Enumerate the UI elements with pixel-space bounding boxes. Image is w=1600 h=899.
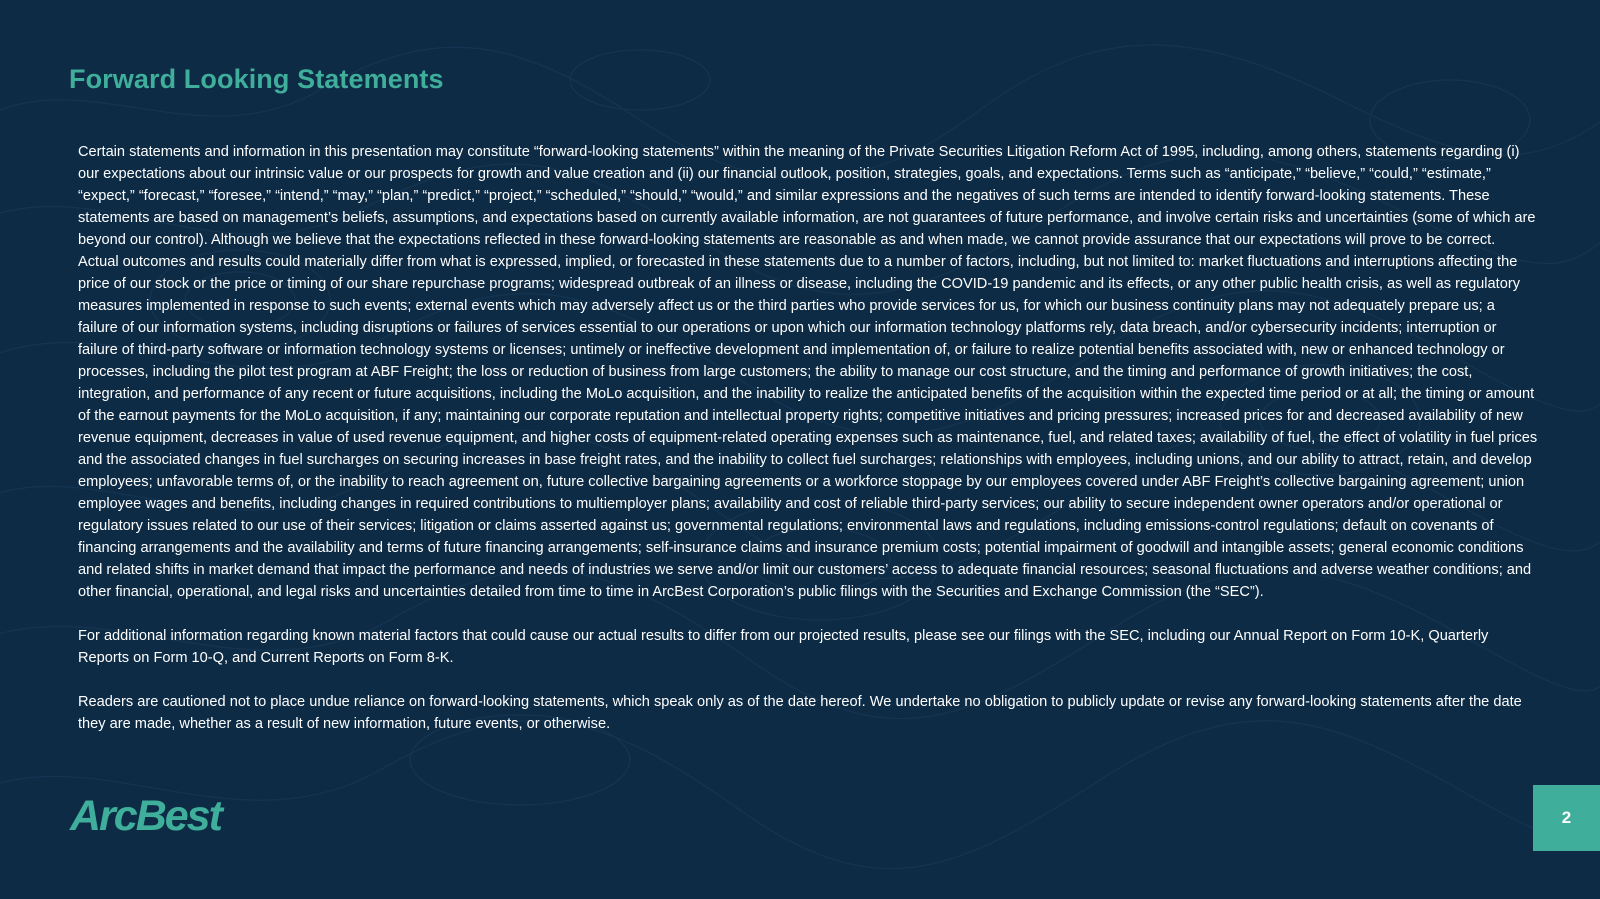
logo-wordmark: ArcBest (70, 792, 221, 840)
page-title: Forward Looking Statements (69, 64, 444, 94)
arcbest-logo (64, 790, 264, 840)
paragraph-caution: Readers are cautioned not to place undue reliance on forward-looking statements, which speak only as of the date hereof. We undertake no obligation to publicly update or revise any forward-looking statements after the date they are made, whether as a result of new information, future events, or otherwise. (78, 694, 1522, 732)
page-number: 2 (1561, 808, 1572, 827)
paragraph-additional-information: For additional information regarding known material factors that could cause our actual results to differ from our projected results, please see our filings with the SEC, including our Annual Report on Form 10-K, Quarterly Reports on Form 10-Q, and Current Reports on Form 8-K. (78, 628, 1489, 666)
page-number-box (1533, 785, 1600, 851)
disclaimer-body (78, 141, 1538, 757)
paragraph-forward-looking: Certain statements and information in this presentation may constitute “forward-looking statements” within the meaning of the Private Securities Litigation Reform Act of 1995, including, among others, statements regarding (i) our expectations about our intrinsic value or our prospects for growth and value creation and (ii) our financial outlook, position, strategies, goals, and expectations. Terms such as “anticipate,” “believe,” “could,” “estimate,” “expect,” “forecast,” “foresee,” “intend,” “may,” “plan,” “predict,” “project,” “scheduled,” “should,” “would,” and similar expressions and the negatives of such terms are intended to identify forward-looking statements. These statements are based on management’s beliefs, assumptions, and expectations based on currently available information, are not guarantees of future performance, and involve certain risks and uncertainties (some of which are beyond our control). Although we believe that the expectations reflected in these forward-looking statements are reasonable as and when made, we cannot provide assurance that our expectations will prove to be correct. Actual outcomes and results could materially differ from what is expressed, implied, or forecasted in these statements due to a number of factors, including, but not limited to: market fluctuations and interruptions affecting the price of our stock or the price or timing of our share repurchase programs; widespread outbreak of an illness or disease, including the COVID-19 pandemic and its effects, or any other public health crisis, as well as regulatory measures implemented in response to such events; external events which may adversely affect us or the third parties who provide services for us, for which our business continuity plans may not adequately prepare us; a failure of our information systems, including disruptions or failures of services essential to our operations or upon which our information technology platforms rely, data breach, and/or cybersecurity incidents; interruption or failure of third-party software or information technology systems or licenses; untimely or ineffective development and implementation of, or failure to realize potential benefits associated with, new or enhanced technology or processes, including the pilot test program at ABF Freight; the loss or reduction of business from large customers; the ability to manage our cost structure, and the timing and performance of growth initiatives; the cost, integration, and performance of any recent or future acquisitions, including the MoLo acquisition, and the inability to realize the anticipated benefits of the acquisition within the expected time period or at all; the timing or amount of the earnout payments for the MoLo acquisition, if any; maintaining our corporate reputation and intellectual property rights; competitive initiatives and pricing pressures; increased prices for and decreased availability of new revenue equipment, decreases in value of used revenue equipment, and higher costs of equipment-related operating expenses such as maintenance, fuel, and related taxes; availability of fuel, the effect of volatility in fuel prices and the associated changes in fuel surcharges on securing increases in base freight rates, and the inability to collect fuel surcharges; relationships with employees, including unions, and our ability to attract, retain, and develop employees; unfavorable terms of, or the inability to reach agreement on, future collective bargaining agreements or a workforce stoppage by our employees covered under ABF Freight’s collective bargaining agreement; union employee wages and benefits, including changes in required contributions to multiemployer plans; availability and cost of reliable third-party services; our ability to secure independent owner operators and/or operational or regulatory issues related to our use of their services; litigation or claims asserted against us; governmental regulations; environmental laws and regulations, including emissions-control regulations; default on covenants of financing arrangements and the availability and terms of future financing arrangements; self-insurance claims and insurance premium costs; potential impairment of goodwill and intangible assets; general economic conditions and related shifts in market demand that impact the performance and needs of industries we serve and/or limit our customers’ access to adequate financial resources; seasonal fluctuations and adverse weather conditions; and other financial, operational, and legal risks and uncertainties detailed from time to time in ArcBest Corporation’s public filings with the Securities and Exchange Commission (the “SEC”). (78, 144, 1538, 600)
